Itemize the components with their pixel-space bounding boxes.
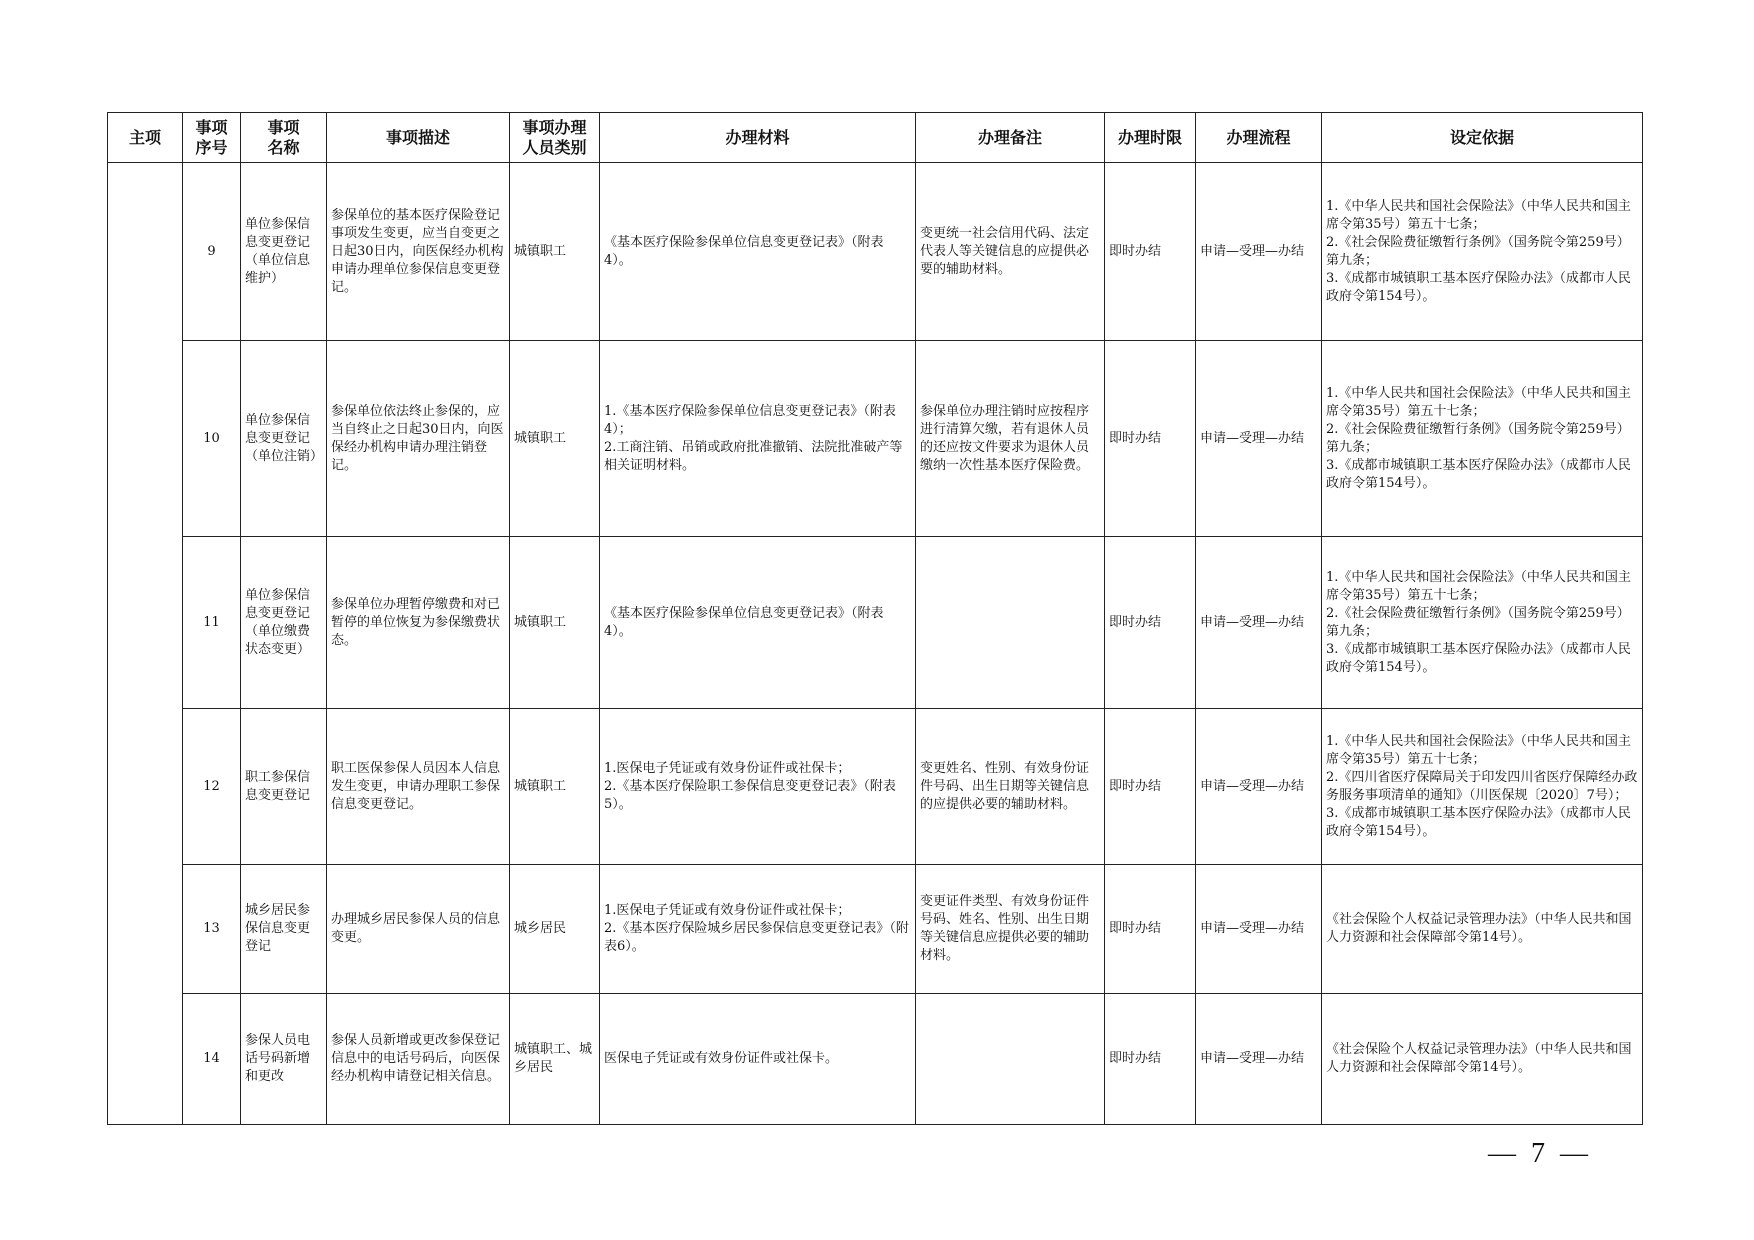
column-header-text: 事项描述: [385, 127, 450, 147]
item-number-cell: 11: [183, 537, 241, 709]
basis-item: 1.《中华人民共和国社会保险法》（中华人民共和国主席令第35号）第五十七条；: [1326, 569, 1631, 603]
basis-item: 3.《成都市城镇职工基本医疗保险办法》（成都市人民政府令第154号）。: [1326, 457, 1631, 491]
column-header-text: 人员类别: [522, 137, 587, 157]
materials-cell: [600, 163, 916, 341]
basis-item: 3.《成都市城镇职工基本医疗保险办法》（成都市人民政府令第154号）。: [1326, 805, 1631, 839]
legal-basis-cell: [1322, 865, 1643, 994]
column-header-text: 设定依据: [1449, 127, 1514, 147]
column-header-text: 办理材料: [725, 127, 790, 147]
process-cell: 申请—受理—办结: [1196, 994, 1322, 1125]
remark-cell: 变更姓名、性别、有效身份证件号码、出生日期等关键信息的应提供必要的辅助材料。: [916, 709, 1105, 865]
basis-item: 3.《成都市城镇职工基本医疗保险办法》（成都市人民政府令第154号）。: [1326, 641, 1631, 675]
item-name-cell: 单位参保信息变更登记（单位信息维护）: [241, 163, 327, 341]
remark-cell: [916, 537, 1105, 709]
remark-cell: [916, 994, 1105, 1125]
item-number-cell: 9: [183, 163, 241, 341]
time-limit-cell: 即时办结: [1105, 865, 1196, 994]
process-cell: 申请—受理—办结: [1196, 709, 1322, 865]
main-item-cell: [108, 163, 183, 1125]
item-number-cell: 14: [183, 994, 241, 1125]
item-name-cell: 单位参保信息变更登记（单位注销）: [241, 341, 327, 537]
process-cell: 申请—受理—办结: [1196, 163, 1322, 341]
column-header: [1322, 113, 1643, 163]
basis-item: 《社会保险个人权益记录管理办法》（中华人民共和国人力资源和社会保障部令第14号）。: [1326, 912, 1632, 945]
item-description-cell: 参保单位办理暂停缴费和对已暂停的单位恢复为参保缴费状态。: [327, 537, 510, 709]
legal-basis-cell: [1322, 163, 1643, 341]
basis-item: 1.《中华人民共和国社会保险法》（中华人民共和国主席令第35号）第五十七条；: [1326, 198, 1631, 232]
column-header-text: 事项: [267, 117, 300, 137]
table-row: [108, 537, 1643, 709]
applicant-category-cell: 城镇职工、城乡居民: [510, 994, 600, 1125]
header-row: [108, 113, 1643, 163]
time-limit-cell: 即时办结: [1105, 163, 1196, 341]
time-limit-cell: 即时办结: [1105, 341, 1196, 537]
column-header: [600, 113, 916, 163]
column-header: [183, 113, 241, 163]
basis-item: 1.《中华人民共和国社会保险法》（中华人民共和国主席令第35号）第五十七条；: [1326, 733, 1631, 767]
remark-cell: 变更统一社会信用代码、法定代表人等关键信息的应提供必要的辅助材料。: [916, 163, 1105, 341]
applicant-category-cell: 城镇职工: [510, 163, 600, 341]
legal-basis-cell: [1322, 709, 1643, 865]
basis-item: 2.《社会保险费征缴暂行条例》（国务院令第259号）第九条；: [1326, 421, 1630, 455]
item-number-cell: 13: [183, 865, 241, 994]
table-body: [108, 163, 1643, 1125]
basis-item: 2.《四川省医疗保障局关于印发四川省医疗保障经办政务服务事项清单的通知》（川医保规〔2020〕7号）；: [1326, 769, 1638, 803]
process-cell: 申请—受理—办结: [1196, 341, 1322, 537]
applicant-category-cell: 城镇职工: [510, 709, 600, 865]
item-description-cell: 参保单位依法终止参保的，应当自终止之日起30日内，向医保经办机构申请办理注销登记。: [327, 341, 510, 537]
column-header: [327, 113, 510, 163]
material-item: 1.《基本医疗保险参保单位信息变更登记表》（附表4）；: [604, 403, 896, 437]
item-description-cell: 参保人员新增或更改参保登记信息中的电话号码后，向医保经办机构申请登记相关信息。: [327, 994, 510, 1125]
process-cell: 申请—受理—办结: [1196, 865, 1322, 994]
applicant-category-cell: 城镇职工: [510, 341, 600, 537]
table-row: [108, 163, 1643, 341]
material-item: 医保电子凭证或有效身份证件或社保卡。: [604, 1051, 839, 1066]
column-header: [1196, 113, 1322, 163]
item-description-cell: 职工医保参保人员因本人信息发生变更，申请办理职工参保信息变更登记。: [327, 709, 510, 865]
material-item: 1.医保电子凭证或有效身份证件或社保卡；: [604, 903, 851, 918]
table-row: [108, 865, 1643, 994]
basis-item: 2.《社会保险费征缴暂行条例》（国务院令第259号）第九条；: [1326, 605, 1630, 639]
column-header: [108, 113, 183, 163]
matters-table: [107, 112, 1643, 1125]
column-header: [510, 113, 600, 163]
item-description-cell: 办理城乡居民参保人员的信息变更。: [327, 865, 510, 994]
column-header-text: 办理备注: [977, 127, 1042, 147]
process-cell: 申请—受理—办结: [1196, 537, 1322, 709]
table-row: [108, 994, 1643, 1125]
column-header: [916, 113, 1105, 163]
column-header: [241, 113, 327, 163]
material-item: 2.工商注销、吊销或政府批准撤销、法院批准破产等相关证明材料。: [604, 439, 903, 473]
legal-basis-cell: [1322, 994, 1643, 1125]
column-header-text: 主项: [128, 127, 161, 147]
applicant-category-cell: 城乡居民: [510, 865, 600, 994]
material-item: 2.《基本医疗保险职工参保信息变更登记表》（附表5）。: [604, 778, 896, 812]
legal-basis-cell: [1322, 341, 1643, 537]
page-number: — 7 —: [1488, 1138, 1592, 1169]
column-header-text: 名称: [267, 137, 300, 157]
item-name-cell: 城乡居民参保信息变更登记: [241, 865, 327, 994]
time-limit-cell: 即时办结: [1105, 709, 1196, 865]
column-header-text: 序号: [195, 137, 228, 157]
table-row: [108, 341, 1643, 537]
materials-cell: [600, 537, 916, 709]
basis-item: 2.《社会保险费征缴暂行条例》（国务院令第259号）第九条；: [1326, 234, 1630, 268]
material-item: 《基本医疗保险参保单位信息变更登记表》（附表4）。: [604, 605, 884, 639]
item-name-cell: 参保人员电话号码新增和更改: [241, 994, 327, 1125]
material-item: 1.医保电子凭证或有效身份证件或社保卡；: [604, 760, 851, 776]
materials-cell: [600, 994, 916, 1125]
basis-item: 《社会保险个人权益记录管理办法》（中华人民共和国人力资源和社会保障部令第14号）。: [1326, 1042, 1632, 1075]
item-description-cell: 参保单位的基本医疗保险登记事项发生变更，应当自变更之日起30日内，向医保经办机构申请办理单位参保信息变更登记。: [327, 163, 510, 341]
remark-cell: 参保单位办理注销时应按程序进行清算欠缴，若有退休人员的还应按文件要求为退休人员缴纳一次性基本医疗保险费。: [916, 341, 1105, 537]
item-name-cell: 职工参保信息变更登记: [241, 709, 327, 865]
materials-cell: [600, 341, 916, 537]
material-item: 《基本医疗保险参保单位信息变更登记表》（附表4）。: [604, 234, 884, 268]
item-name-cell: 单位参保信息变更登记（单位缴费状态变更）: [241, 537, 327, 709]
time-limit-cell: 即时办结: [1105, 994, 1196, 1125]
remark-cell: 变更证件类型、有效身份证件号码、姓名、性别、出生日期等关键信息应提供必要的辅助材料。: [916, 865, 1105, 994]
time-limit-cell: 即时办结: [1105, 537, 1196, 709]
legal-basis-cell: [1322, 537, 1643, 709]
column-header-text: 事项办理: [522, 117, 587, 137]
item-number-cell: 12: [183, 709, 241, 865]
applicant-category-cell: 城镇职工: [510, 537, 600, 709]
material-item: 2.《基本医疗保险城乡居民参保信息变更登记表》（附表6）。: [604, 921, 909, 954]
column-header-text: 办理时限: [1117, 127, 1182, 147]
materials-cell: [600, 865, 916, 994]
basis-item: 1.《中华人民共和国社会保险法》（中华人民共和国主席令第35号）第五十七条；: [1326, 385, 1631, 419]
table-row: [108, 709, 1643, 865]
basis-item: 3.《成都市城镇职工基本医疗保险办法》（成都市人民政府令第154号）。: [1326, 270, 1631, 304]
item-number-cell: 10: [183, 341, 241, 537]
materials-cell: [600, 709, 916, 865]
column-header-text: 办理流程: [1226, 127, 1291, 147]
column-header: [1105, 113, 1196, 163]
column-header-text: 事项: [195, 117, 228, 137]
